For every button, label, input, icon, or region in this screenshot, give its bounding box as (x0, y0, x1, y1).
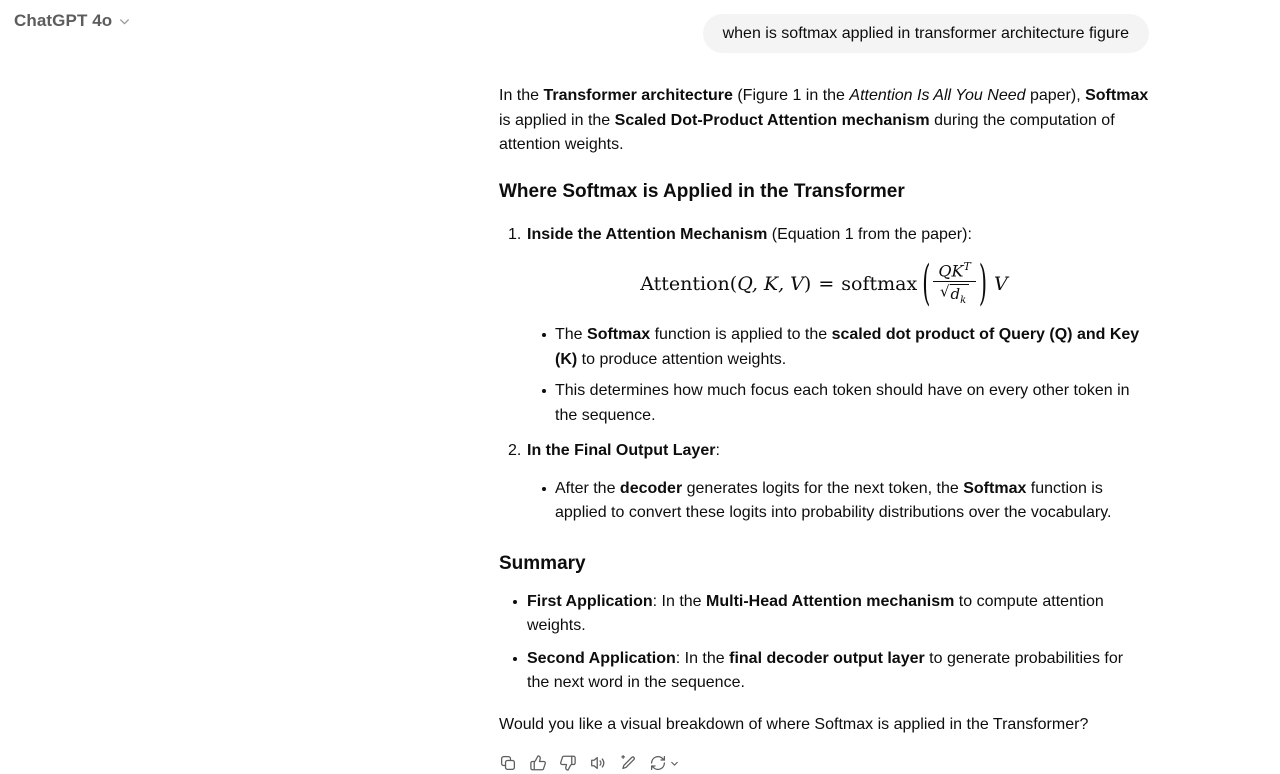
bullet-dot (542, 379, 555, 428)
copy-icon (499, 754, 517, 772)
paren-open: ( (729, 272, 738, 295)
summary-list (499, 590, 1149, 696)
list-item-1 (499, 223, 1149, 248)
edit-button[interactable] (617, 752, 639, 774)
equation-vars: Q, K, V (737, 272, 804, 295)
intro-paragraph: In the Transformer architecture (Figure 1 in the Attention Is All You Need paper), Softmax is applied in the Scaled Dot-Product Attention mechanism during the computation of attention weights. (499, 87, 1149, 153)
thumbs-up-button[interactable] (527, 752, 549, 774)
chevron-down-icon (669, 758, 680, 769)
closing-paragraph: Would you like a visual breakdown of where Softmax is applied in the Transformer? (499, 715, 1089, 733)
assistant-message (499, 84, 1149, 774)
bullet-item: This determines how much focus each token should have on every other token in the sequence. (499, 379, 1149, 428)
fraction-denominator: √ $d_k$ (933, 282, 975, 307)
equals-sign: = (818, 272, 835, 295)
bullet-list (499, 477, 1149, 526)
model-switcher[interactable] (8, 5, 138, 37)
list-item-2 (499, 439, 1149, 464)
conversation (499, 0, 1149, 774)
bullet-dot (542, 477, 555, 526)
bullet-list (499, 323, 1149, 428)
list-item-number: 1. (508, 225, 522, 243)
section-heading-where: Where Softmax is Applied in the Transformer (499, 180, 905, 202)
equation-tail: V (994, 272, 1008, 295)
section-heading-summary: Summary (499, 552, 586, 574)
big-paren-open: ( (922, 255, 931, 310)
bullet-dot (513, 590, 527, 639)
ordered-list (499, 223, 1149, 526)
bullet-dot (542, 323, 555, 372)
equation-fraction (933, 261, 975, 307)
chevron-down-icon (117, 14, 132, 29)
equation-function: Attention (640, 272, 730, 295)
edit-icon (619, 754, 637, 772)
thumbs-down-icon (559, 754, 577, 772)
list-item-label: Inside the Attention Mechanism (Equation 1 from the paper): (527, 225, 972, 243)
bullet-item: The Softmax function is applied to the scaled dot product of Query (Q) and Key (K) to produce attention weights. (499, 323, 1149, 372)
thumbs-up-icon (529, 754, 547, 772)
regenerate-button[interactable] (647, 752, 681, 774)
big-paren-close: ) (978, 255, 988, 310)
model-label: ChatGPT 4o (14, 11, 113, 30)
bullet-item: Second Application: In the final decoder output layer to generate probabilities for the next word in the sequence. (499, 647, 1149, 696)
thumbs-down-button[interactable] (557, 752, 579, 774)
list-item-number: 2. (508, 442, 522, 459)
user-message-bubble: when is softmax applied in transformer architecture figure (703, 14, 1149, 53)
read-aloud-icon (589, 754, 607, 772)
bullet-item: After the decoder generates logits for the next token, the Softmax function is applied to convert these logits into probability distributions over the vocabulary. (499, 477, 1149, 526)
bullet-dot (513, 647, 527, 696)
regenerate-icon (649, 754, 667, 772)
read-aloud-button[interactable] (587, 752, 609, 774)
sqrt-radical: √ (939, 282, 950, 301)
user-message-row (499, 14, 1149, 53)
fraction-numerator: $QK^T$ (933, 261, 975, 282)
copy-button[interactable] (497, 752, 519, 774)
message-actions (497, 752, 1149, 774)
list-item-label: In the Final Output Layer: (527, 442, 720, 459)
attention-equation (499, 255, 1149, 310)
bullet-item: First Application: In the Multi-Head Attention mechanism to compute attention weights. (499, 590, 1149, 639)
softmax-operator: softmax (841, 272, 918, 295)
paren-close: ) (803, 272, 812, 295)
